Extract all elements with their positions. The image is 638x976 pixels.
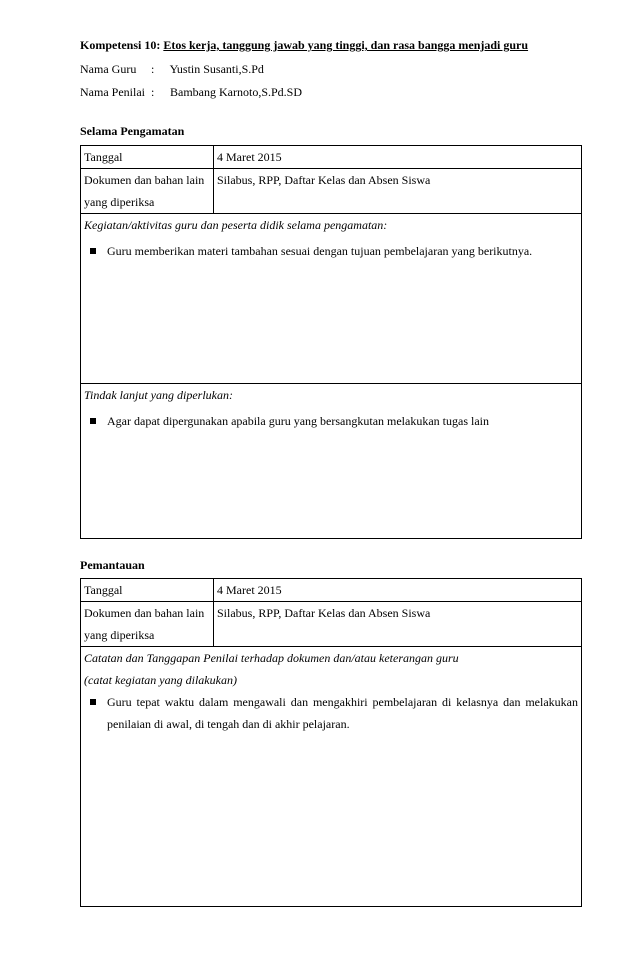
observation-date-value: 4 Maret 2015 [214, 146, 582, 169]
teacher-row [80, 62, 264, 77]
bullet-square-icon [90, 418, 96, 424]
observation-activities-item: Guru memberikan materi tambahan sesuai dengan tujuan pembelajaran yang berikutnya. [107, 244, 533, 258]
monitoring-notes-label-line2: (catat kegiatan yang dilakukan) [84, 673, 237, 687]
monitoring-docs-label [81, 602, 214, 647]
assessor-label: Nama Penilai [80, 85, 145, 99]
observation-date-label: Tanggal [81, 146, 214, 169]
observation-docs-label-line1: Dokumen dan bahan lain [84, 173, 205, 187]
observation-heading: Selama Pengamatan [80, 124, 185, 138]
teacher-separator: : [151, 62, 155, 76]
monitoring-docs-value: Silabus, RPP, Daftar Kelas dan Absen Siswa [214, 602, 582, 647]
competence-label: Kompetensi 10: [80, 38, 161, 52]
monitoring-notes-cell [81, 647, 582, 907]
teacher-name: Yustin Susanti,S.Pd [169, 62, 264, 76]
monitoring-date-row [81, 579, 582, 602]
monitoring-date-value: 4 Maret 2015 [214, 579, 582, 602]
monitoring-docs-label-line2: yang diperiksa [84, 628, 155, 642]
monitoring-docs-label-line1: Dokumen dan bahan lain [84, 606, 205, 620]
observation-followup-item: Agar dapat dipergunakan apabila guru yang bersangkutan melakukan tugas lain [107, 414, 489, 428]
competence-title: Etos kerja, tanggung jawab yang tinggi, dan rasa bangga menjadi guru [163, 38, 529, 52]
observation-activities-cell [81, 214, 582, 384]
assessor-row [80, 85, 302, 100]
observation-followup-row [81, 384, 582, 539]
monitoring-notes-label-line1: Catatan dan Tanggapan Penilai terhadap dokumen dan/atau keterangan guru [84, 651, 459, 665]
teacher-label: Nama Guru [80, 62, 137, 76]
monitoring-date-label: Tanggal [81, 579, 214, 602]
observation-table [80, 145, 582, 539]
observation-activities-label: Kegiatan/aktivitas guru dan peserta didik selama pengamatan: [84, 218, 388, 232]
observation-followup-cell [81, 384, 582, 539]
observation-docs-value: Silabus, RPP, Daftar Kelas dan Absen Siswa [214, 169, 582, 214]
list-item [84, 691, 578, 735]
monitoring-heading: Pemantauan [80, 558, 145, 572]
observation-activities-row [81, 214, 582, 384]
monitoring-table [80, 578, 582, 907]
observation-followup-label: Tindak lanjut yang diperlukan: [84, 388, 233, 402]
observation-docs-row [81, 169, 582, 214]
monitoring-notes-row [81, 647, 582, 907]
competence-heading [80, 38, 528, 53]
bullet-square-icon [90, 699, 96, 705]
monitoring-docs-row [81, 602, 582, 647]
assessor-separator: : [151, 85, 155, 99]
bullet-square-icon [90, 248, 96, 254]
monitoring-notes-item: Guru tepat waktu dalam mengawali dan mengakhiri pembelajaran di kelasnya dan melakukan penilaian di awal, di tengah dan di akhir pelajaran. [107, 695, 578, 731]
list-item [84, 410, 578, 432]
assessor-name: Bambang Karnoto,S.Pd.SD [170, 85, 302, 99]
observation-date-row [81, 146, 582, 169]
observation-docs-label [81, 169, 214, 214]
list-item [84, 240, 578, 262]
observation-docs-label-line2: yang diperiksa [84, 195, 155, 209]
